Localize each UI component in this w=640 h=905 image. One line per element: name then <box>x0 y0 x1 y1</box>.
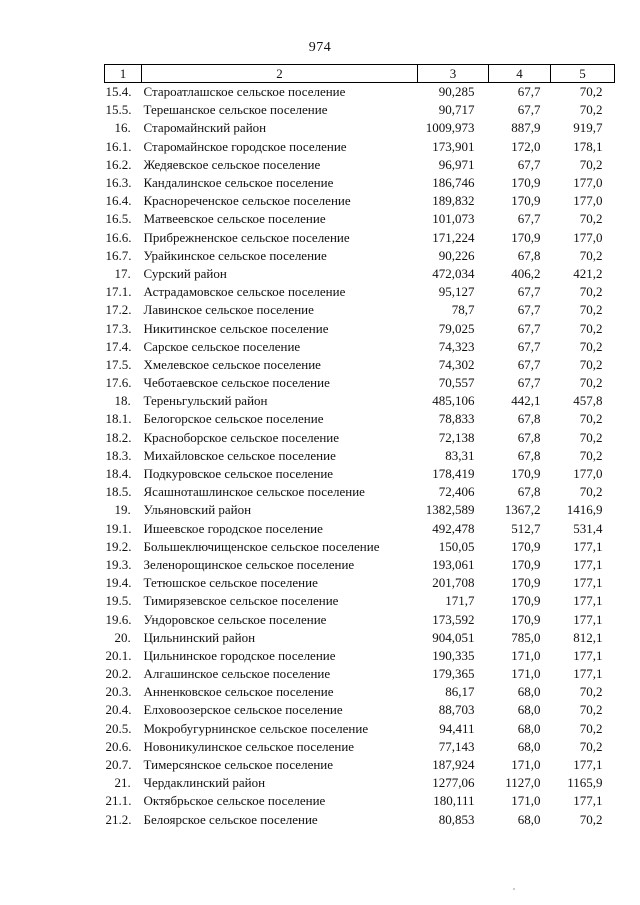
row-number: 20.3. <box>105 684 132 700</box>
row-value-col3: 74,302 <box>438 356 475 372</box>
row-number: 16.7. <box>105 247 132 263</box>
row-value-col5: 70,2 <box>579 338 603 354</box>
row-name: Тереньгульский район <box>143 393 268 409</box>
row-value-col4: 67,8 <box>517 429 541 445</box>
row-name: Подкуровское сельское поселение <box>143 466 334 482</box>
row-name: Ундоровское сельское поселение <box>143 611 327 627</box>
row-value-col4: 67,7 <box>517 375 541 391</box>
row-value-col4: 170,9 <box>511 466 541 482</box>
row-value-col5: 70,2 <box>579 811 603 827</box>
row-value-col4: 406,2 <box>511 265 541 281</box>
row-number: 19.4. <box>105 575 132 591</box>
row-number: 18. <box>114 393 131 409</box>
row-value-col3: 485,106 <box>432 393 475 409</box>
header-col-3: 3 <box>418 65 489 83</box>
row-value-col4: 170,9 <box>511 556 541 572</box>
row-value-col5: 457,8 <box>573 393 603 409</box>
row-value-col5: 1416,9 <box>566 502 603 518</box>
row-value-col5: 177,1 <box>573 575 603 591</box>
row-value-col3: 189,832 <box>432 193 475 209</box>
table-row <box>105 83 615 102</box>
row-value-col5: 1165,9 <box>567 775 603 791</box>
row-number: 20.4. <box>105 702 132 718</box>
table-row <box>105 538 615 556</box>
table-row <box>105 210 615 228</box>
row-value-col5: 70,2 <box>579 720 603 736</box>
row-name: Красноборское сельское поселение <box>143 429 340 445</box>
row-value-col5: 178,1 <box>573 138 603 154</box>
row-name: Тетюшское сельское поселение <box>143 575 318 591</box>
row-value-col3: 80,853 <box>438 811 475 827</box>
row-name: Старомайнский район <box>143 120 267 136</box>
table-row <box>105 610 615 628</box>
table-row <box>105 792 615 810</box>
row-number: 17. <box>114 265 131 281</box>
table-row <box>105 247 615 265</box>
table-row <box>105 647 615 665</box>
row-number: 15.4. <box>105 84 132 100</box>
row-value-col3: 101,073 <box>432 211 475 227</box>
row-value-col5: 177,1 <box>573 611 603 627</box>
row-name: Зеленорощинское сельское поселение <box>143 556 355 572</box>
table-row <box>105 665 615 683</box>
row-value-col4: 67,8 <box>517 411 541 427</box>
table-row <box>105 156 615 174</box>
row-number: 19.6. <box>105 611 132 627</box>
row-value-col5: 70,2 <box>579 375 603 391</box>
row-name: Алгашинское сельское поселение <box>143 666 331 682</box>
row-number: 18.5. <box>105 484 132 500</box>
row-value-col5: 70,2 <box>579 411 603 427</box>
row-name: Кандалинское сельское поселение <box>143 175 334 191</box>
row-value-col4: 67,7 <box>517 211 541 227</box>
row-value-col3: 1009,973 <box>425 120 475 136</box>
row-value-col4: 170,9 <box>511 593 541 609</box>
row-value-col3: 178,419 <box>432 466 475 482</box>
row-value-col4: 67,7 <box>517 84 541 100</box>
row-name: Новоникулинское сельское поселение <box>143 738 355 754</box>
row-value-col3: 193,061 <box>432 556 475 572</box>
row-number: 20.6. <box>105 738 132 754</box>
row-value-col3: 201,708 <box>432 575 475 591</box>
row-value-col4: 67,7 <box>517 356 541 372</box>
header-col-1: 1 <box>105 65 142 83</box>
row-name: Ясашноташлинское сельское поселение <box>143 484 365 500</box>
row-value-col3: 96,971 <box>438 156 475 172</box>
row-value-col5: 70,2 <box>579 429 603 445</box>
table-row <box>105 101 615 119</box>
row-name: Цильнинский район <box>143 629 256 645</box>
row-value-col5: 70,2 <box>579 738 603 754</box>
row-value-col3: 1277,06 <box>432 775 475 791</box>
row-name: Чеботаевское сельское поселение <box>143 375 330 391</box>
table-row <box>105 720 615 738</box>
row-name: Тимирязевское сельское поселение <box>143 593 339 609</box>
row-number: 18.4. <box>105 466 132 482</box>
row-number: 17.2. <box>105 302 132 318</box>
row-value-col4: 1127,0 <box>505 775 541 791</box>
row-value-col5: 70,2 <box>579 356 603 372</box>
row-value-col5: 177,1 <box>573 556 603 572</box>
row-value-col4: 67,7 <box>517 156 541 172</box>
row-value-col3: 173,901 <box>432 138 475 154</box>
row-name: Ишеевское городское поселение <box>143 520 323 536</box>
row-value-col3: 88,703 <box>438 702 475 718</box>
row-number: 18.3. <box>105 447 132 463</box>
row-value-col3: 190,335 <box>432 647 475 663</box>
scan-speck <box>513 888 515 890</box>
row-value-col3: 1382,589 <box>425 502 475 518</box>
row-value-col4: 170,9 <box>511 229 541 245</box>
table-row <box>105 520 615 538</box>
row-name: Урайкинское сельское поселение <box>143 247 327 263</box>
table-header-row <box>105 65 615 83</box>
table-row <box>105 574 615 592</box>
row-value-col4: 67,8 <box>517 484 541 500</box>
row-value-col5: 70,2 <box>579 302 603 318</box>
row-number: 17.1. <box>105 284 132 300</box>
row-name: Тимерсянское сельское поселение <box>143 757 334 773</box>
row-value-col3: 94,411 <box>439 720 475 736</box>
row-name: Михайловское сельское поселение <box>143 447 336 463</box>
row-number: 17.6. <box>105 375 132 391</box>
row-value-col5: 177,1 <box>573 666 603 682</box>
row-number: 21.2. <box>105 811 132 827</box>
row-value-col4: 68,0 <box>517 738 541 754</box>
row-name: Староатлашское сельское поселение <box>143 84 346 100</box>
row-number: 17.4. <box>105 338 132 354</box>
row-name: Чердаклинский район <box>143 775 266 791</box>
row-name: Елховоозерское сельское поселение <box>143 702 343 718</box>
row-value-col4: 512,7 <box>511 520 541 536</box>
row-value-col3: 78,7 <box>451 302 475 318</box>
table-row <box>105 556 615 574</box>
row-value-col5: 70,2 <box>579 211 603 227</box>
table-row <box>105 301 615 319</box>
row-value-col4: 67,8 <box>517 447 541 463</box>
row-name: Жедяевское сельское поселение <box>143 156 321 172</box>
row-value-col5: 919,7 <box>573 120 603 136</box>
table-row <box>105 410 615 428</box>
row-name: Анненковское сельское поселение <box>143 684 334 700</box>
row-value-col4: 67,7 <box>517 284 541 300</box>
row-value-col4: 67,8 <box>517 247 541 263</box>
row-value-col5: 531,4 <box>573 520 603 536</box>
row-number: 18.1. <box>105 411 132 427</box>
row-value-col5: 177,0 <box>573 229 603 245</box>
row-number: 21. <box>114 775 131 791</box>
row-value-col5: 177,1 <box>573 793 603 809</box>
table-row <box>105 592 615 610</box>
table-row <box>105 501 615 519</box>
budget-table <box>104 64 615 829</box>
row-name: Терешанское сельское поселение <box>143 102 328 118</box>
row-value-col5: 70,2 <box>579 84 603 100</box>
row-number: 17.3. <box>105 320 132 336</box>
row-value-col5: 70,2 <box>579 247 603 263</box>
row-number: 20.7. <box>105 757 132 773</box>
row-value-col5: 70,2 <box>579 702 603 718</box>
row-value-col3: 472,034 <box>432 265 475 281</box>
row-value-col3: 186,746 <box>432 175 475 191</box>
table-row <box>105 138 615 156</box>
table-row <box>105 192 615 210</box>
row-value-col5: 177,0 <box>573 175 603 191</box>
table-row <box>105 701 615 719</box>
row-value-col3: 78,833 <box>438 411 475 427</box>
row-number: 19. <box>114 502 131 518</box>
row-value-col3: 492,478 <box>432 520 475 536</box>
row-number: 16.3. <box>105 175 132 191</box>
row-name: Прибрежненское сельское поселение <box>143 229 350 245</box>
row-number: 19.2. <box>105 538 132 554</box>
row-value-col5: 70,2 <box>579 284 603 300</box>
row-value-col4: 171,0 <box>511 666 541 682</box>
row-value-col3: 70,557 <box>438 375 475 391</box>
row-value-col5: 177,1 <box>573 538 603 554</box>
row-value-col3: 90,717 <box>438 102 475 118</box>
table-row <box>105 265 615 283</box>
table-row <box>105 683 615 701</box>
row-name: Старомайнское городское поселение <box>143 138 347 154</box>
row-value-col5: 177,0 <box>573 193 603 209</box>
row-value-col5: 177,1 <box>573 647 603 663</box>
row-number: 18.2. <box>105 429 132 445</box>
row-value-col3: 90,226 <box>438 247 475 263</box>
row-name: Сарское сельское поселение <box>143 338 301 354</box>
row-value-col3: 72,138 <box>438 429 475 445</box>
row-value-col5: 70,2 <box>579 484 603 500</box>
row-number: 16.1. <box>105 138 132 154</box>
row-value-col3: 180,111 <box>433 793 475 809</box>
row-number: 15.5. <box>105 102 132 118</box>
row-value-col4: 67,7 <box>517 320 541 336</box>
row-name: Матвеевское сельское поселение <box>143 211 326 227</box>
row-value-col4: 887,9 <box>511 120 541 136</box>
row-value-col4: 1367,2 <box>504 502 541 518</box>
table-row <box>105 374 615 392</box>
row-number: 20.5. <box>105 720 132 736</box>
table-row <box>105 811 615 829</box>
row-value-col4: 172,0 <box>511 138 541 154</box>
header-col-5: 5 <box>551 65 615 83</box>
row-value-col3: 179,365 <box>432 666 475 682</box>
row-value-col4: 785,0 <box>511 629 541 645</box>
row-value-col3: 150,05 <box>438 538 475 554</box>
header-col-4: 4 <box>489 65 551 83</box>
row-value-col4: 68,0 <box>517 720 541 736</box>
row-value-col4: 67,7 <box>517 102 541 118</box>
row-value-col4: 170,9 <box>511 575 541 591</box>
table-row <box>105 356 615 374</box>
row-value-col3: 86,17 <box>445 684 475 700</box>
row-value-col5: 70,2 <box>579 684 603 700</box>
header-col-2: 2 <box>142 65 418 83</box>
table-row <box>105 174 615 192</box>
row-number: 19.3. <box>105 556 132 572</box>
row-name: Лавинское сельское поселение <box>143 302 314 318</box>
row-name: Мокробугурнинское сельское поселение <box>143 720 369 736</box>
row-name: Белогорское сельское поселение <box>143 411 324 427</box>
row-value-col5: 70,2 <box>579 156 603 172</box>
row-name: Астрадамовское сельское поселение <box>143 284 346 300</box>
row-value-col3: 171,7 <box>445 593 475 609</box>
row-name: Ульяновский район <box>143 502 252 518</box>
row-value-col5: 70,2 <box>579 102 603 118</box>
row-number: 17.5. <box>105 356 132 372</box>
table-row <box>105 119 615 137</box>
table-row <box>105 483 615 501</box>
table-row <box>105 392 615 410</box>
row-value-col3: 79,025 <box>438 320 475 336</box>
row-value-col4: 171,0 <box>511 757 541 773</box>
table-row <box>105 465 615 483</box>
row-number: 20. <box>114 629 131 645</box>
row-value-col5: 421,2 <box>573 265 603 281</box>
table-row <box>105 756 615 774</box>
row-value-col4: 68,0 <box>517 811 541 827</box>
row-value-col3: 173,592 <box>432 611 475 627</box>
table-row <box>105 338 615 356</box>
row-number: 20.1. <box>105 647 132 663</box>
table-row <box>105 283 615 301</box>
table-row <box>105 738 615 756</box>
row-value-col3: 171,224 <box>432 229 475 245</box>
row-value-col5: 70,2 <box>579 447 603 463</box>
row-value-col3: 72,406 <box>438 484 475 500</box>
row-value-col4: 67,7 <box>517 302 541 318</box>
row-value-col4: 171,0 <box>511 647 541 663</box>
row-value-col5: 177,0 <box>573 466 603 482</box>
row-number: 19.5. <box>105 593 132 609</box>
row-number: 21.1. <box>105 793 132 809</box>
row-value-col3: 77,143 <box>438 738 475 754</box>
row-value-col4: 68,0 <box>517 702 541 718</box>
row-number: 16.2. <box>105 156 132 172</box>
row-value-col5: 812,1 <box>573 629 603 645</box>
row-value-col4: 170,9 <box>511 193 541 209</box>
table-row <box>105 629 615 647</box>
row-value-col5: 70,2 <box>579 320 603 336</box>
table-row <box>105 229 615 247</box>
row-value-col4: 170,9 <box>511 611 541 627</box>
row-value-col3: 95,127 <box>438 284 475 300</box>
row-value-col3: 187,924 <box>432 757 475 773</box>
row-number: 16.5. <box>105 211 132 227</box>
table-row <box>105 319 615 337</box>
row-name: Белоярское сельское поселение <box>143 811 318 827</box>
row-name: Октябрьское сельское поселение <box>143 793 326 809</box>
row-value-col4: 442,1 <box>511 393 541 409</box>
row-name: Большеключищенское сельское поселение <box>143 538 380 554</box>
row-number: 16.6. <box>105 229 132 245</box>
row-number: 16. <box>114 120 131 136</box>
row-name: Хмелевское сельское поселение <box>143 356 321 372</box>
row-value-col5: 177,1 <box>573 593 603 609</box>
table-body <box>105 83 615 829</box>
row-number: 19.1. <box>105 520 132 536</box>
row-value-col3: 83,31 <box>445 447 475 463</box>
row-value-col4: 171,0 <box>511 793 541 809</box>
row-value-col5: 177,1 <box>573 757 603 773</box>
row-name: Никитинское сельское поселение <box>143 320 329 336</box>
row-value-col4: 170,9 <box>511 175 541 191</box>
row-value-col4: 68,0 <box>517 684 541 700</box>
row-number: 20.2. <box>105 666 132 682</box>
row-value-col4: 67,7 <box>517 338 541 354</box>
row-number: 16.4. <box>105 193 132 209</box>
row-name: Краснореченское сельское поселение <box>143 193 351 209</box>
row-value-col3: 90,285 <box>438 84 475 100</box>
table-row <box>105 447 615 465</box>
table-row <box>105 774 615 792</box>
row-name: Сурский район <box>143 265 227 281</box>
table-row <box>105 429 615 447</box>
row-value-col4: 170,9 <box>511 538 541 554</box>
page-number: 974 <box>308 40 332 55</box>
row-name: Цильнинское городское поселение <box>143 647 336 663</box>
row-value-col3: 904,051 <box>432 629 475 645</box>
row-value-col3: 74,323 <box>438 338 475 354</box>
